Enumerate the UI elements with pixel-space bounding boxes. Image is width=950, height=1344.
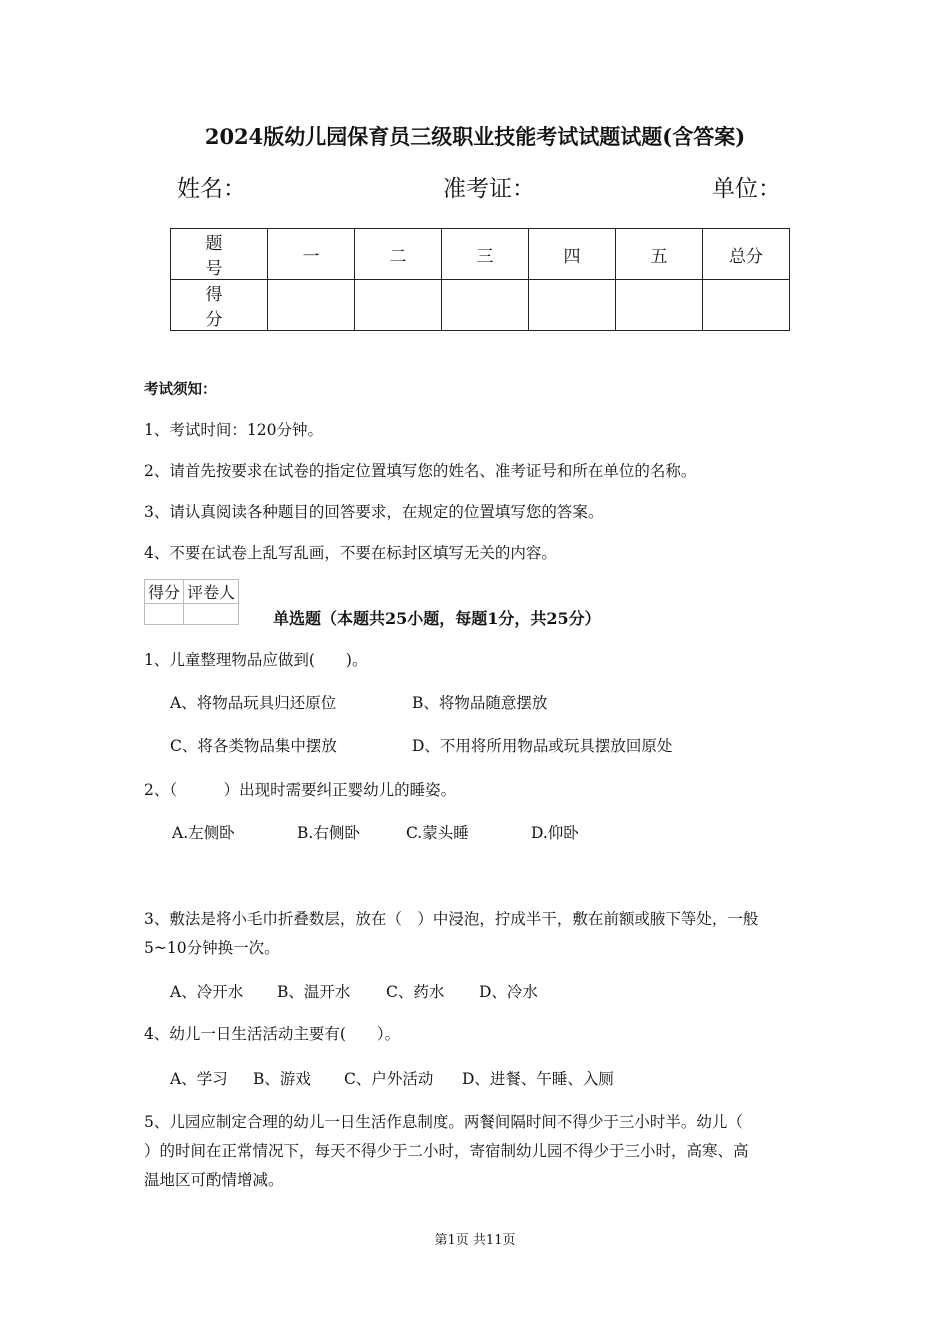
notice-item: 1、考试时间：120分钟。 [144, 421, 323, 439]
page-title: 2024版幼儿园保育员三级职业技能考试试题试题(含答案) [204, 124, 746, 149]
score-table-score-row [171, 280, 790, 331]
question-2-stem: 2、（ ）出现时需要纠正婴幼儿的睡姿。 [144, 781, 457, 799]
grader-box [144, 579, 239, 625]
notice-item: 3、请认真阅读各种题目的回答要求，在规定的位置填写您的答案。 [144, 503, 604, 521]
question-5-stem-line-1: 5、儿园应制定合理的幼儿一日生活作息制度。两餐间隔时间不得少于三小时半。幼儿（ [144, 1113, 743, 1131]
total-header: 总分 [703, 229, 790, 280]
question-1-option-d: D、不用将所用物品或玩具摆放回原处 [412, 737, 673, 755]
question-5-stem-line-2: ）的时间在正常情况下，每天不得少于二小时，寄宿制幼儿园不得少于三小时，高寒、高 [144, 1142, 749, 1160]
question-3-option-d: D、冷水 [479, 983, 538, 1001]
section-2-header: 二 [355, 229, 442, 280]
notice-heading: 考试须知： [144, 381, 217, 398]
score-cell [616, 280, 703, 331]
question-2-option-a: A.左侧卧 [172, 824, 235, 842]
grader-score-cell [145, 604, 184, 625]
section-5-header: 五 [616, 229, 703, 280]
section-heading: 单选题（本题共25小题，每题1分，共25分） [273, 609, 601, 628]
question-5-stem-line-3: 温地区可酌情增减。 [144, 1171, 284, 1189]
score-cell [268, 280, 355, 331]
section-1-header: 一 [268, 229, 355, 280]
question-1-option-b: B、将物品随意摆放 [412, 694, 548, 712]
score-cell [703, 280, 790, 331]
exam-number-label: 准考证： [443, 176, 535, 202]
question-4-option-d: D、进餐、午睡、入厕 [462, 1070, 614, 1088]
question-4-option-a: A、学习 [170, 1070, 228, 1088]
score-cell [529, 280, 616, 331]
notice-item: 2、请首先按要求在试卷的指定位置填写您的姓名、准考证号和所在单位的名称。 [144, 462, 697, 480]
question-1-option-a: A、将物品玩具归还原位 [170, 694, 337, 712]
score-table-header-row [171, 229, 790, 280]
score-cell [442, 280, 529, 331]
question-4-option-b: B、游戏 [253, 1070, 311, 1088]
question-2-option-c: C.蒙头睡 [406, 824, 469, 842]
question-3-option-c: C、药水 [386, 983, 445, 1001]
section-3-header: 三 [442, 229, 529, 280]
unit-label: 单位： [712, 176, 781, 202]
question-number-header: 题 号 [171, 229, 268, 280]
notice-item: 4、不要在试卷上乱写乱画，不要在标封区填写无关的内容。 [144, 544, 557, 562]
score-cell [355, 280, 442, 331]
question-4-stem: 4、幼儿一日生活活动主要有( ）。 [144, 1025, 401, 1043]
page-footer: 第1页 共11页 [434, 1233, 516, 1248]
grader-reviewer-cell [184, 604, 239, 625]
question-3-option-a: A、冷开水 [170, 983, 244, 1001]
score-table [170, 228, 790, 331]
grader-score-label: 得分 [145, 580, 184, 604]
section-4-header: 四 [529, 229, 616, 280]
question-3-stem-line-1: 3、敷法是将小毛巾折叠数层，放在（ ）中浸泡，拧成半干，敷在前额或腋下等处，一般 [144, 910, 759, 928]
question-1-option-c: C、将各类物品集中摆放 [170, 737, 337, 755]
question-4-option-c: C、户外活动 [344, 1070, 434, 1088]
question-2-option-d: D.仰卧 [531, 824, 579, 842]
question-3-option-b: B、温开水 [277, 983, 351, 1001]
question-3-stem-line-2: 5~10分钟换一次。 [144, 939, 280, 957]
score-row-label: 得 分 [171, 280, 268, 331]
question-1-stem: 1、儿童整理物品应做到( )。 [144, 651, 368, 669]
question-2-option-b: B.右侧卧 [297, 824, 360, 842]
grader-reviewer-label: 评卷人 [184, 580, 239, 604]
name-label: 姓名： [177, 176, 246, 202]
